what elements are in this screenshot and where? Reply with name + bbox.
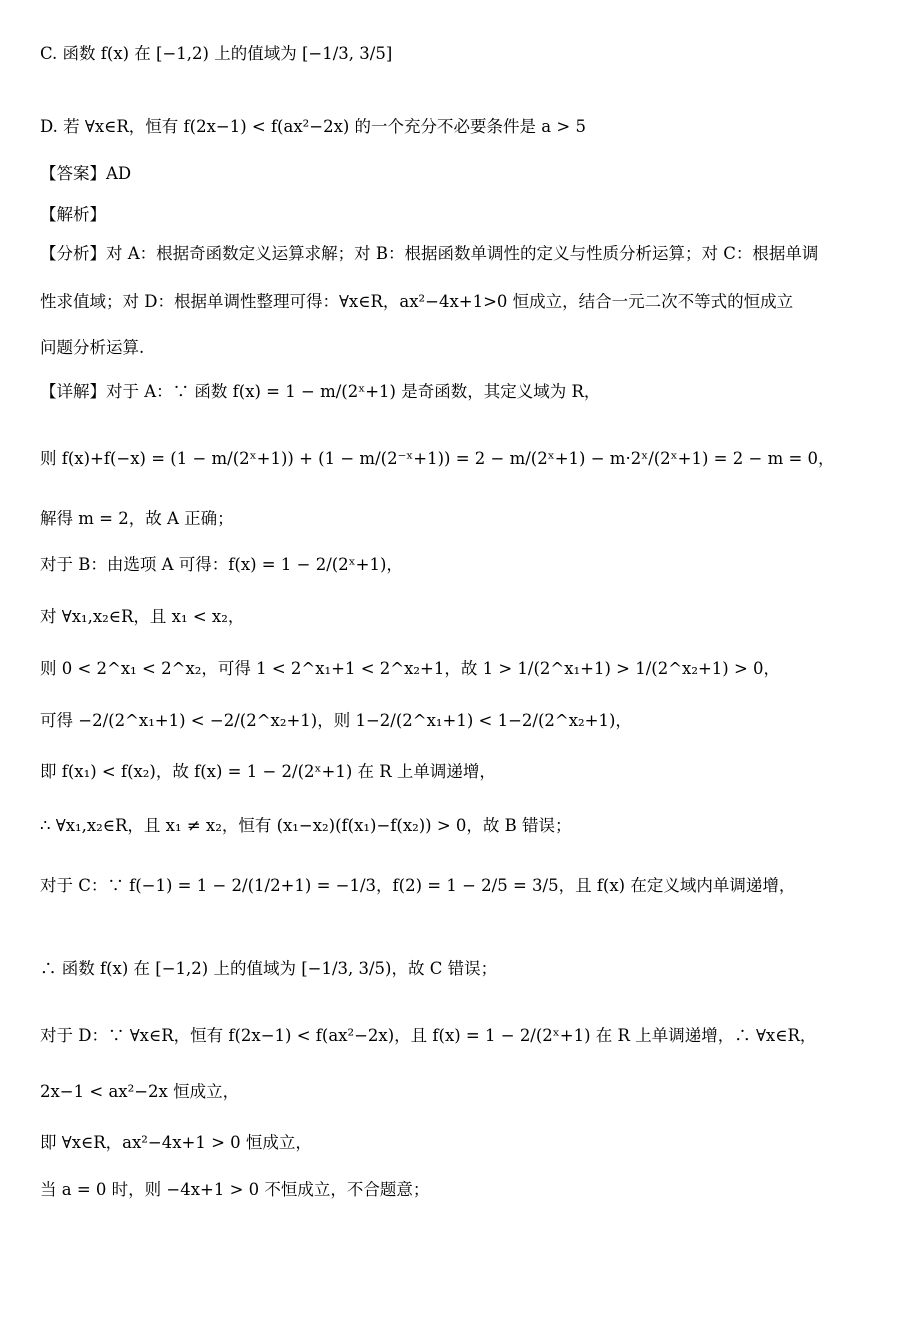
analysis-label: 【解析】 — [40, 205, 106, 224]
answer-line: 【答案】AD — [40, 164, 132, 183]
option-b-conclusion: ∴ ∀x₁,x₂∈R，且 x₁ ≠ x₂，恒有 (x₁−x₂)(f(x₁)−f(x₂)) > 0，故 B 错误； — [40, 816, 572, 835]
option-c: C. 函数 f(x) 在 [−1,2) 上的值域为 [−1/3, 3/5] — [40, 44, 393, 63]
option-b-step-1: 则 0 < 2^x₁ < 2^x₂，可得 1 < 2^x₁+1 < 2^x₂+1，故 1 > 1/(2^x₁+1) > 1/(2^x₂+1) > 0， — [40, 659, 781, 678]
option-b-intro: 对于 B：由选项 A 可得：f(x) = 1 − 2/(2ˣ+1)， — [40, 555, 403, 574]
option-a-conclusion: 解得 m = 2，故 A 正确； — [40, 509, 234, 528]
option-b-step-2: 可得 −2/(2^x₁+1) < −2/(2^x₂+1)，则 1−2/(2^x₁+1) < 1−2/(2^x₂+1)， — [40, 711, 632, 730]
option-d: D. 若 ∀x∈R，恒有 f(2x−1) < f(ax²−2x) 的一个充分不必要条件是 a > 5 — [40, 117, 586, 136]
option-a-equation: 则 f(x)+f(−x) = (1 − m/(2ˣ+1)) + (1 − m/(2⁻ˣ+1)) = 2 − m/(2ˣ+1) − m·2ˣ/(2ˣ+1) = 2 − m = 0， — [40, 449, 835, 468]
option-d-step-2: 2x−1 < ax²−2x 恒成立， — [40, 1082, 240, 1101]
detail-intro: 【详解】对于 A：∵ 函数 f(x) = 1 − m/(2ˣ+1) 是奇函数，其定义域为 R， — [40, 382, 601, 401]
analysis-text-line-1: 【分析】对 A：根据奇函数定义运算求解；对 B：根据函数单调性的定义与性质分析运算；对 C：根据单调 — [40, 244, 819, 263]
option-d-step-3: 即 ∀x∈R，ax²−4x+1 > 0 恒成立， — [40, 1133, 312, 1152]
analysis-text-line-2: 性求值域；对 D：根据单调性整理可得：∀x∈R，ax²−4x+1>0 恒成立，结合一元二次不等式的恒成立 — [40, 292, 794, 311]
option-c-step: 对于 C：∵ f(−1) = 1 − 2/(1/2+1) = −1/3，f(2) = 1 − 2/5 = 3/5，且 f(x) 在定义域内单调递增， — [40, 876, 796, 895]
option-d-step-4: 当 a = 0 时，则 −4x+1 > 0 不恒成立，不合题意； — [40, 1180, 430, 1199]
option-b-forall: 对 ∀x₁,x₂∈R，且 x₁ < x₂， — [40, 607, 245, 626]
option-b-step-3: 即 f(x₁) < f(x₂)，故 f(x) = 1 − 2/(2ˣ+1) 在 R 上单调递增， — [40, 762, 496, 781]
option-d-step-1: 对于 D：∵ ∀x∈R，恒有 f(2x−1) < f(ax²−2x)，且 f(x) = 1 − 2/(2ˣ+1) 在 R 上单调递增，∴ ∀x∈R， — [40, 1026, 817, 1045]
option-c-conclusion: ∴ 函数 f(x) 在 [−1,2) 上的值域为 [−1/3, 3/5)，故 C 错误； — [40, 959, 498, 978]
analysis-text-line-3: 问题分析运算. — [40, 338, 145, 357]
